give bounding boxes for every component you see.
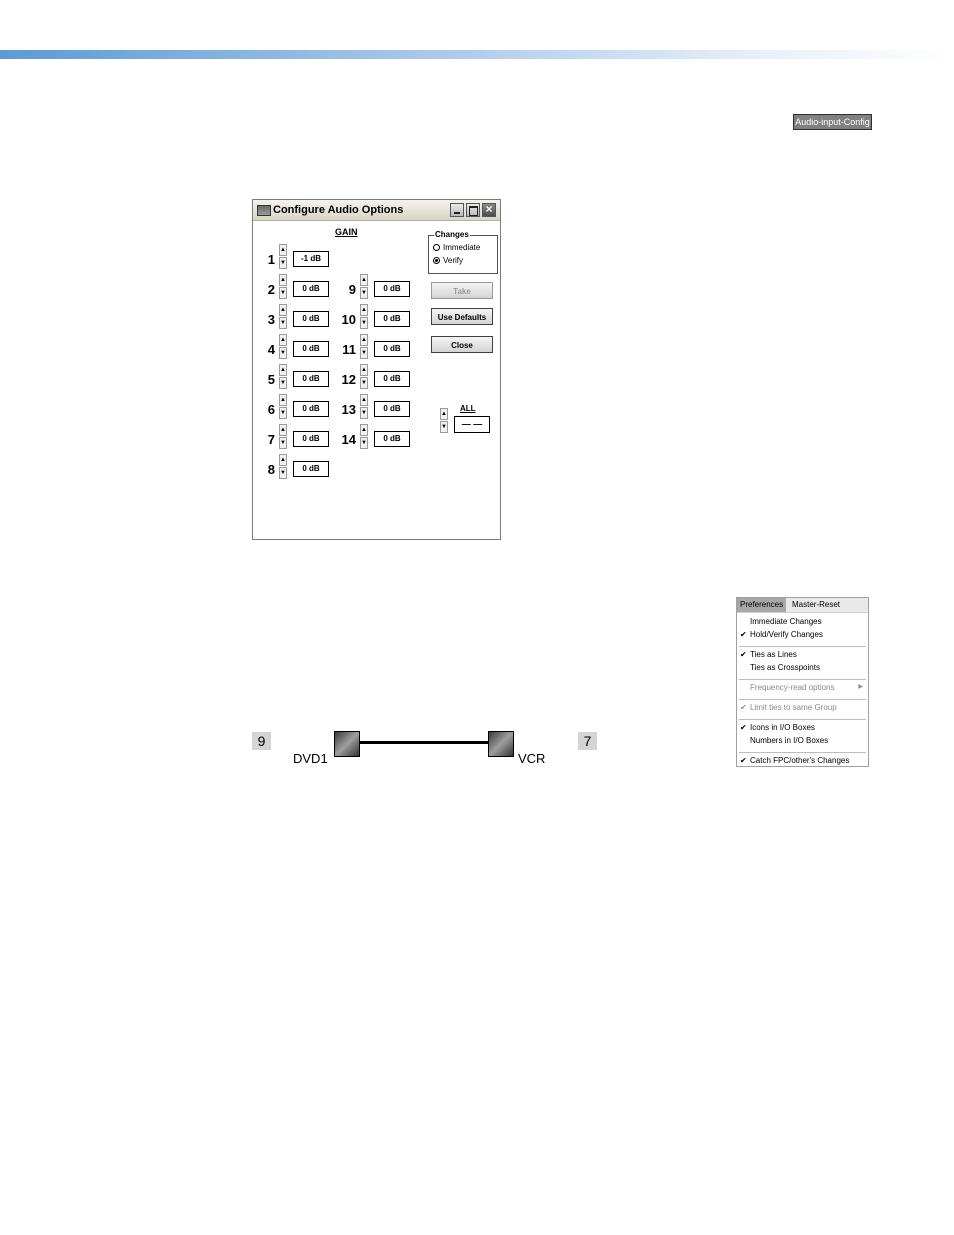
menu-item-label: Immediate Changes xyxy=(750,617,822,626)
output-number-badge: 7 xyxy=(578,732,597,750)
spin-down-button[interactable]: ▼ xyxy=(279,257,287,269)
take-button[interactable]: Take xyxy=(431,282,493,299)
check-icon: ✔ xyxy=(740,723,747,732)
gain-spinner[interactable] xyxy=(279,364,287,390)
close-icon: × xyxy=(485,202,493,216)
menubar xyxy=(737,598,868,613)
check-icon: ✔ xyxy=(740,756,747,765)
channel-number: 1 xyxy=(267,252,275,267)
spin-down-button[interactable]: ▼ xyxy=(279,407,287,419)
channel-number: 7 xyxy=(267,432,275,447)
all-spin-down[interactable]: ▼ xyxy=(440,421,448,433)
spin-down-button[interactable]: ▼ xyxy=(360,437,368,449)
all-label: ALL xyxy=(460,404,476,413)
gain-channel-11 xyxy=(334,334,414,360)
menu-item-frequency-read-options[interactable] xyxy=(737,682,868,693)
gain-value-field[interactable]: 0 dB xyxy=(374,371,410,387)
vcr-icon[interactable] xyxy=(488,731,514,757)
menu-item-label: Frequency-read options xyxy=(750,683,835,692)
gain-spinner[interactable] xyxy=(279,304,287,330)
spin-down-button[interactable]: ▼ xyxy=(279,317,287,329)
gain-spinner[interactable] xyxy=(360,274,368,300)
radio-verify[interactable] xyxy=(433,256,463,266)
spin-up-button[interactable]: ▲ xyxy=(360,394,368,406)
gain-value-field[interactable]: 0 dB xyxy=(293,431,329,447)
gain-channel-10 xyxy=(334,304,414,330)
menu-separator xyxy=(739,719,866,720)
spin-down-button[interactable]: ▼ xyxy=(279,467,287,479)
menu-item-catch-fpc-other-s-changes[interactable] xyxy=(737,755,868,766)
spin-down-button[interactable]: ▼ xyxy=(279,347,287,359)
menu-item-icons-in-i-o-boxes[interactable] xyxy=(737,722,868,733)
radio-immediate-circle[interactable] xyxy=(433,244,440,251)
gain-spinner[interactable] xyxy=(279,424,287,450)
gain-channel-13 xyxy=(334,394,414,420)
spin-down-button[interactable]: ▼ xyxy=(360,407,368,419)
configure-audio-options-dialog xyxy=(252,199,501,540)
gain-spinner[interactable] xyxy=(279,244,287,270)
spin-down-button[interactable]: ▼ xyxy=(360,347,368,359)
spin-up-button[interactable]: ▲ xyxy=(360,364,368,376)
gain-value-field[interactable]: 0 dB xyxy=(293,461,329,477)
gain-channel-3 xyxy=(253,304,333,330)
gain-value-field[interactable]: -1 dB xyxy=(293,251,329,267)
use-defaults-button[interactable]: Use Defaults xyxy=(431,308,493,325)
close-button[interactable]: Close xyxy=(431,336,493,353)
channel-number: 14 xyxy=(341,432,356,447)
all-spinner[interactable] xyxy=(440,408,448,434)
input-name: DVD1 xyxy=(293,751,328,766)
menu-separator xyxy=(739,646,866,647)
gain-value-field[interactable]: 0 dB xyxy=(374,281,410,297)
spin-up-button[interactable]: ▲ xyxy=(360,304,368,316)
menu-item-label: Ties as Crosspoints xyxy=(750,663,820,672)
menu-item-label: Ties as Lines xyxy=(750,650,797,659)
gain-channel-1 xyxy=(253,244,333,270)
gain-channel-14 xyxy=(334,424,414,450)
spin-up-button[interactable]: ▲ xyxy=(279,274,287,286)
radio-immediate[interactable] xyxy=(433,243,480,253)
spin-up-button[interactable]: ▲ xyxy=(279,304,287,316)
maximize-button[interactable] xyxy=(466,203,480,217)
menu-item-numbers-in-i-o-boxes[interactable] xyxy=(737,735,868,746)
gain-channel-6 xyxy=(253,394,333,420)
check-icon: ✔ xyxy=(740,630,747,639)
all-value-field[interactable]: — — xyxy=(454,416,490,433)
menu-item-label: Hold/Verify Changes xyxy=(750,630,823,639)
gain-value-field[interactable]: 0 dB xyxy=(293,281,329,297)
channel-number: 3 xyxy=(267,312,275,327)
channel-number: 11 xyxy=(342,342,356,357)
close-window-button[interactable] xyxy=(482,203,496,217)
input-number-badge: 9 xyxy=(252,732,271,750)
channel-number: 10 xyxy=(341,312,356,327)
preferences-menu xyxy=(736,597,869,767)
channel-number: 6 xyxy=(267,402,275,417)
output-name: VCR xyxy=(518,751,546,766)
spin-up-button[interactable]: ▲ xyxy=(360,334,368,346)
gain-spinner[interactable] xyxy=(360,334,368,360)
all-spin-up[interactable]: ▲ xyxy=(440,408,448,420)
changes-title: Changes xyxy=(435,230,469,239)
gain-spinner[interactable] xyxy=(360,424,368,450)
changes-groupbox xyxy=(428,230,498,274)
gain-value-field[interactable]: 0 dB xyxy=(293,401,329,417)
gain-value-field[interactable]: 0 dB xyxy=(293,311,329,327)
channel-number: 5 xyxy=(267,372,275,387)
menu-separator xyxy=(739,752,866,753)
audio-input-config-button[interactable]: Audio-input-Config xyxy=(793,114,872,130)
spin-up-button[interactable]: ▲ xyxy=(279,334,287,346)
gain-spinner[interactable] xyxy=(279,334,287,360)
menu-separator xyxy=(739,699,866,700)
channel-number: 4 xyxy=(267,342,275,357)
app-icon xyxy=(257,205,271,216)
channel-number: 9 xyxy=(348,282,356,297)
spin-up-button[interactable]: ▲ xyxy=(360,274,368,286)
gain-channel-9 xyxy=(334,274,414,300)
check-icon: ✔ xyxy=(740,650,747,659)
radio-immediate-label: Immediate xyxy=(443,243,481,252)
menu-item-label: Catch FPC/other's Changes xyxy=(750,756,850,765)
gain-channel-8 xyxy=(253,454,333,480)
spin-up-button[interactable]: ▲ xyxy=(279,394,287,406)
minimize-button[interactable] xyxy=(450,203,464,217)
spin-down-button[interactable]: ▼ xyxy=(279,377,287,389)
spin-down-button[interactable]: ▼ xyxy=(360,287,368,299)
gain-channel-7 xyxy=(253,424,333,450)
gain-value-field[interactable]: 0 dB xyxy=(374,341,410,357)
menu-item-ties-as-lines[interactable] xyxy=(737,649,868,660)
gain-channel-4 xyxy=(253,334,333,360)
menu-item-label: Limit ties to same Group xyxy=(750,703,837,712)
spin-up-button[interactable]: ▲ xyxy=(279,244,287,256)
spin-up-button[interactable]: ▲ xyxy=(279,424,287,436)
channel-number: 13 xyxy=(341,402,356,417)
gain-spinner[interactable] xyxy=(360,304,368,330)
menu-item-ties-as-crosspoints[interactable] xyxy=(737,662,868,673)
gain-channel-12 xyxy=(334,364,414,390)
gain-value-field[interactable]: 0 dB xyxy=(374,311,410,327)
gain-spinner[interactable] xyxy=(360,364,368,390)
channel-number: 8 xyxy=(267,462,275,477)
gain-spinner[interactable] xyxy=(360,394,368,420)
spin-down-button[interactable]: ▼ xyxy=(360,377,368,389)
spin-up-button[interactable]: ▲ xyxy=(279,364,287,376)
page-header-bar xyxy=(0,50,954,59)
gain-spinner[interactable] xyxy=(279,274,287,300)
channel-number: 12 xyxy=(341,372,356,387)
spin-up-button[interactable]: ▲ xyxy=(279,454,287,466)
gain-spinner[interactable] xyxy=(279,454,287,480)
menu-master-reset[interactable]: Master-Reset xyxy=(792,600,841,609)
spin-down-button[interactable]: ▼ xyxy=(279,437,287,449)
spin-down-button[interactable]: ▼ xyxy=(360,317,368,329)
gain-value-field[interactable]: 0 dB xyxy=(293,341,329,357)
menu-item-limit-ties-to-same-group[interactable] xyxy=(737,702,868,713)
menu-item-label: Numbers in I/O Boxes xyxy=(750,736,829,745)
spin-down-button[interactable]: ▼ xyxy=(279,287,287,299)
menu-preferences[interactable]: Preferences xyxy=(737,598,786,612)
radio-verify-circle[interactable] xyxy=(433,257,440,264)
channel-number: 2 xyxy=(267,282,275,297)
dialog-title: Configure Audio Options xyxy=(273,204,404,216)
tie-line xyxy=(360,741,488,744)
menu-item-immediate-changes[interactable] xyxy=(737,616,868,627)
menu-separator xyxy=(739,679,866,680)
gain-spinner[interactable] xyxy=(279,394,287,420)
radio-verify-label: Verify xyxy=(443,256,464,265)
spin-up-button[interactable]: ▲ xyxy=(360,424,368,436)
dvd-icon[interactable] xyxy=(334,731,360,757)
submenu-arrow-icon: ▶ xyxy=(858,684,863,690)
gain-header: GAIN xyxy=(335,227,358,237)
dialog-titlebar[interactable] xyxy=(253,200,500,221)
gain-value-field[interactable]: 0 dB xyxy=(374,431,410,447)
gain-channel-2 xyxy=(253,274,333,300)
gain-channel-5 xyxy=(253,364,333,390)
gain-value-field[interactable]: 0 dB xyxy=(293,371,329,387)
menu-item-hold-verify-changes[interactable] xyxy=(737,629,868,640)
gain-value-field[interactable]: 0 dB xyxy=(374,401,410,417)
menu-item-label: Icons in I/O Boxes xyxy=(750,723,815,732)
check-icon: ✔ xyxy=(740,703,747,712)
